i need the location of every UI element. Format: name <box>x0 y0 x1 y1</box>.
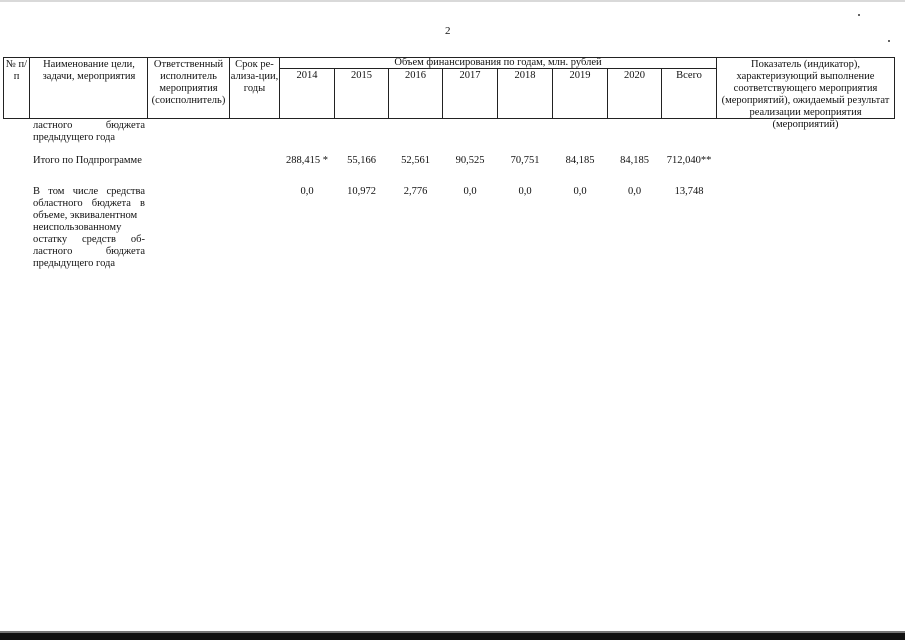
col-border <box>29 57 30 119</box>
header-executor: Ответственный исполнитель мероприятия (соисполнитель) <box>151 59 226 106</box>
header-year-2020: 2020 <box>624 70 645 81</box>
row-value-2018: 0,0 <box>518 186 532 197</box>
row-value-2015: 55,166 <box>347 155 376 166</box>
scan-speck <box>858 14 860 16</box>
row-name-line: областного бюджета в <box>33 198 145 209</box>
page-number: 2 <box>445 25 451 37</box>
row-value-2014: 288,415 * <box>286 155 328 166</box>
row-value-2015: 10,972 <box>347 186 376 197</box>
row-name-line: остатку средств об- <box>33 234 145 245</box>
row-value-2019: 0,0 <box>573 186 587 197</box>
header-name: Наименование цели, задачи, мероприятия <box>42 59 136 82</box>
row-value-2020: 0,0 <box>627 186 642 197</box>
header-year-2016: 2016 <box>405 70 426 81</box>
header-funding: Объем финансирования по годам, млн. рублей <box>394 57 602 68</box>
row-value-total: 13,748 <box>674 186 704 197</box>
row-value-2016: 52,561 <box>401 155 430 166</box>
row-name-line: объеме, эквивалентном <box>33 210 138 221</box>
page-top-edge <box>0 0 905 2</box>
row-name-line: предыдущего года <box>33 258 116 269</box>
header-total: Всего <box>676 70 702 81</box>
row-value-2014: 0,0 <box>300 186 314 197</box>
continuation-line: предыдущего года <box>33 132 116 143</box>
continuation-line: ластного бюджета <box>33 120 145 131</box>
row-value-2019: 84,185 <box>565 155 595 166</box>
header-num: № п/п <box>5 59 28 82</box>
row-value-2020: 84,185 <box>620 155 649 166</box>
row-value-2017: 90,525 <box>455 155 485 166</box>
row-value-total: 712,040** <box>666 155 712 166</box>
header-indicator: Показатель (индикатор), характеризующий выполнение соответствующего мероприятия (мероприятий), ожидаемый результат реализации мероприятия (мероприятий) <box>721 59 890 130</box>
row-value-2018: 70,751 <box>510 155 540 166</box>
col-border <box>716 57 717 119</box>
header-year-2015: 2015 <box>351 70 372 81</box>
header-term: Срок ре-ализа-ции, годы <box>230 59 279 94</box>
col-border <box>894 57 895 119</box>
row-name-line: ластного бюджета <box>33 246 145 257</box>
header-year-2018: 2018 <box>514 70 536 81</box>
row-name-line: В том числе средства <box>33 186 145 197</box>
row-name-line: неиспользованному <box>33 222 122 233</box>
header-year-2017: 2017 <box>459 70 481 81</box>
scan-speck <box>888 40 890 42</box>
header-year-2019: 2019 <box>569 70 591 81</box>
row-value-2016: 2,776 <box>403 186 428 197</box>
row-value-2017: 0,0 <box>463 186 477 197</box>
row-name: Итого по Подпрограмме <box>33 155 142 166</box>
page-bottom-edge-highlight <box>0 631 905 633</box>
header-year-2014: 2014 <box>296 70 318 81</box>
